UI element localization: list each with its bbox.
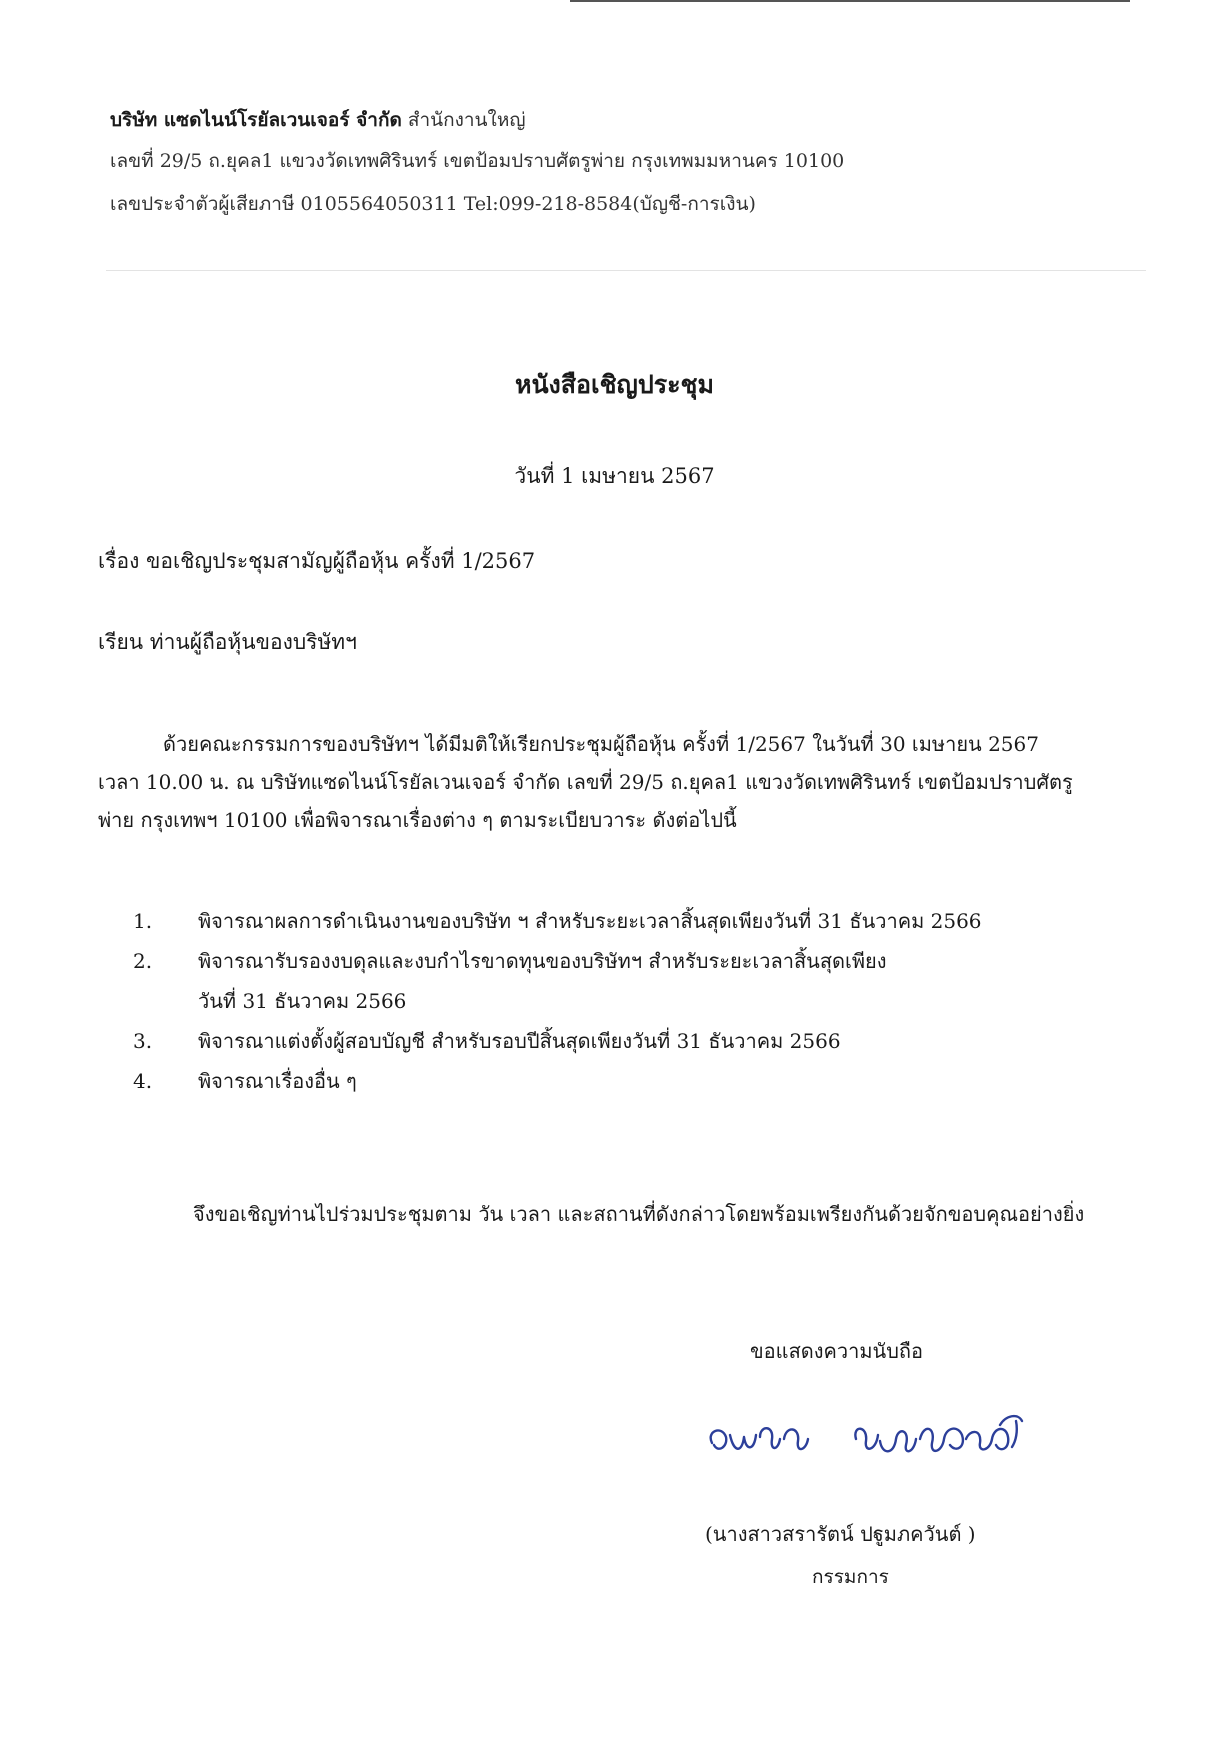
company-address: เลขที่ 29/5 ถ.ยุคล1 แขวงวัดเทพศิรินทร์ เขตป้อมปราบศัตรูพ่าย กรุงเทพมมหานคร 10100 <box>110 150 845 172</box>
agenda-number: 2. <box>133 949 153 973</box>
office-label: สำนักงานใหญ่ <box>407 109 526 131</box>
salutation-line: เรียน ท่านผู้ถือหุ้นของบริษัทฯ <box>98 630 357 654</box>
body-paragraph <box>98 725 1073 839</box>
letterhead-company-line <box>110 108 1110 132</box>
agenda-text-continued: วันที่ 31 ธันวาคม 2566 <box>198 989 407 1013</box>
agenda-number: 1. <box>133 909 153 933</box>
body-line-3: พ่าย กรุงเทพฯ 10100 เพื่อพิจารณาเรื่องต่าง ๆ ตามระเบียบวาระ ดังต่อไปนี้ <box>98 808 737 832</box>
agenda-text: พิจารณาแต่งตั้งผู้สอบบัญชี สำหรับรอบปีสิ้นสุดเพียงวันที่ 31 ธันวาคม 2566 <box>198 1029 841 1053</box>
body-line-1: ด้วยคณะกรรมการของบริษัทฯ ได้มีมติให้เรียกประชุมผู้ถือหุ้น ครั้งที่ 1/2567 ในวันที่ 30 เมษายน 2567 <box>163 732 1039 756</box>
letterhead-divider <box>106 270 1146 271</box>
signer-title: กรรมการ <box>812 1566 889 1588</box>
scan-edge-line <box>570 0 1130 2</box>
document-date: วันที่ 1 เมษายน 2567 <box>514 464 715 488</box>
tax-id-contact: เลขประจำตัวผู้เสียภาษี 0105564050311 Tel:099-218-8584(บัญชี-การเงิน) <box>110 193 756 215</box>
body-line-2: เวลา 10.00 น. ณ บริษัทแซดไนน์โรยัลเวนเจอร์ จำกัด เลขที่ 29/5 ถ.ยุคล1 แขวงวัดเทพศิรินทร์ เขตป้อมปราบศัตรู <box>98 770 1073 794</box>
agenda-text: พิจารณารับรองงบดุลและงบกำไรขาดทุนของบริษัทฯ สำหรับระยะเวลาสิ้นสุดเพียง <box>198 949 887 973</box>
agenda-text: พิจารณาเรื่องอื่น ๆ <box>198 1069 357 1093</box>
letterhead <box>110 108 1110 235</box>
subject-line: เรื่อง ขอเชิญประชุมสามัญผู้ถือหุ้น ครั้งที่ 1/2567 <box>98 549 536 573</box>
agenda-number: 3. <box>133 1029 153 1053</box>
company-name: บริษัท แซดไนน์โรยัลเวนเจอร์ จำกัด <box>110 109 402 131</box>
agenda-text: พิจารณาผลการดำเนินงานของบริษัท ฯ สำหรับระยะเวลาสิ้นสุดเพียงวันที่ 31 ธันวาคม 2566 <box>198 909 982 933</box>
signer-name: (นางสาวสรารัตน์ ปฐูมภควันต์ ) <box>705 1522 976 1546</box>
document-title: หนังสือเชิญประชุม <box>514 370 715 399</box>
handwritten-signature <box>700 1395 1040 1475</box>
agenda-number: 4. <box>133 1069 153 1093</box>
regards-line: ขอแสดงความนับถือ <box>750 1339 924 1363</box>
closing-paragraph: จึงขอเชิญท่านไปร่วมประชุมตาม วัน เวลา และสถานที่ดังกล่าวโดยพร้อมเพรียงกันด้วยจักขอบคุณอย่างยิ่ง <box>193 1202 1085 1226</box>
